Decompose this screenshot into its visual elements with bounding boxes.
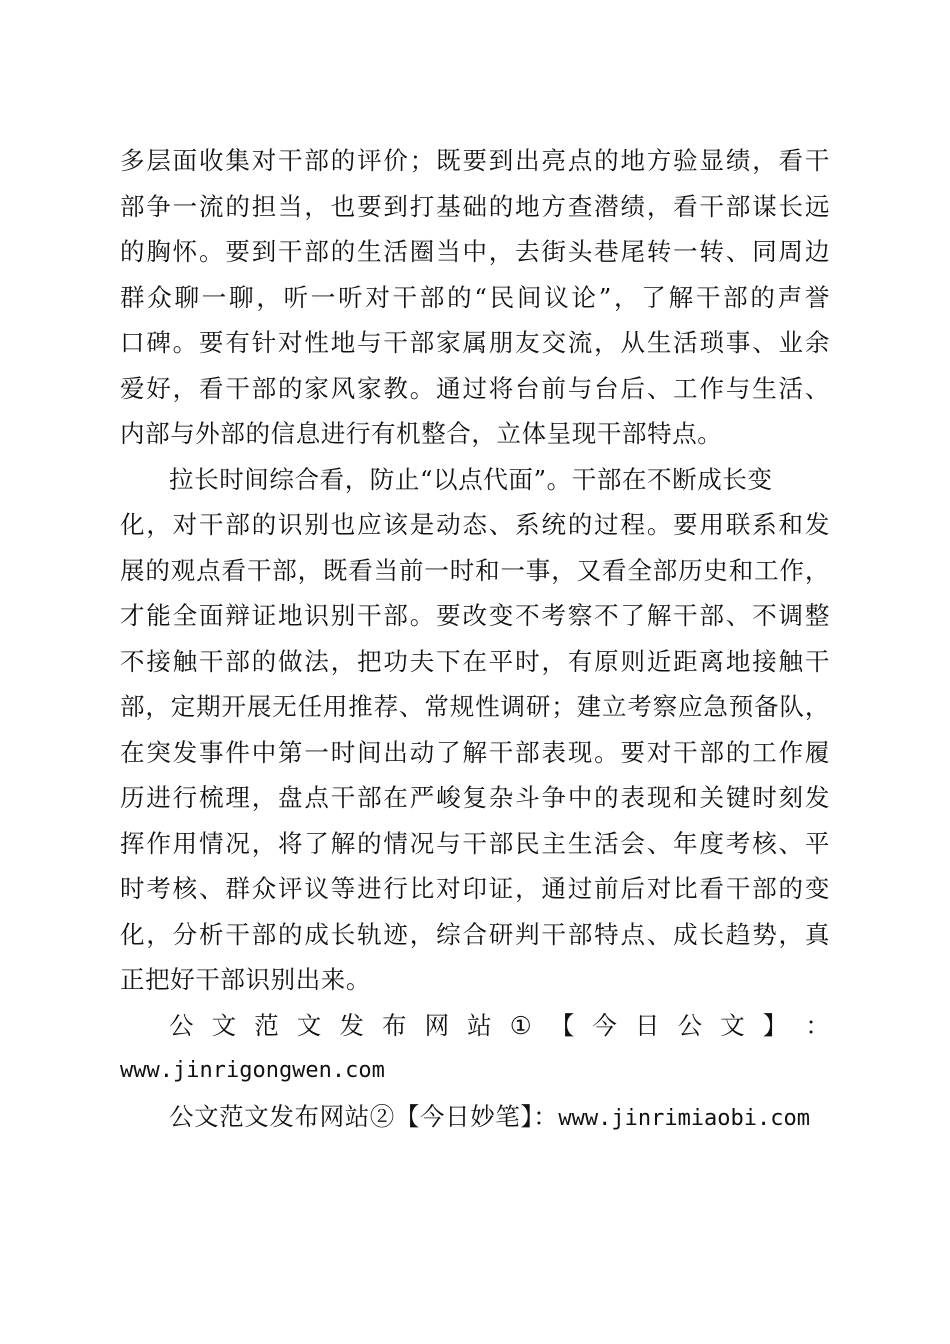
text-line: 化，分析干部的成长轨迹，综合研判干部特点、成长趋势，真 (120, 919, 830, 949)
site-link-2 (120, 1094, 830, 1142)
text-line: 正把好干部识别出来。 (120, 965, 371, 994)
site-2-url[interactable]: www.jinrimiaobi.com (558, 1105, 811, 1131)
site-1-char: 站 (467, 1010, 492, 1040)
text-line: 口碑。要有针对性地与干部家属朋友交流，从生活琐事、业余 (120, 328, 830, 357)
text-line: 内部与外部的信息进行有机整合，立体呈现干部特点。 (120, 419, 723, 448)
site-1-url[interactable]: www.jinrigongwen.com (120, 1058, 385, 1083)
site-1-char: 文 (296, 1010, 322, 1040)
text-line: 群众聊一聊，听一听对干部的“民间议论”，了解干部的声誉 (120, 282, 830, 312)
paragraph-2 (120, 457, 830, 1003)
site-link-1 (120, 1003, 830, 1094)
text-line: 挥作用情况，将了解的情况与干部民主生活会、年度考核、平 (120, 828, 830, 858)
site-1-char: 日 (635, 1010, 660, 1040)
document-body (120, 138, 830, 1141)
site-1-char: 公 (169, 1010, 194, 1040)
site-1-char: 】 (762, 1010, 788, 1040)
site-1-char: ： (805, 1010, 830, 1040)
site-1-char: 网 (424, 1010, 450, 1040)
site-1-label (120, 1003, 830, 1049)
site-1-char: 发 (339, 1010, 364, 1040)
site-1-char: ① (509, 1010, 532, 1040)
text-line: 化，对干部的识别也应该是动态、系统的过程。要用联系和发 (120, 510, 830, 539)
site-1-char: 布 (381, 1010, 407, 1040)
text-line: 在突发事件中第一时间出动了解干部表现。要对干部的工作履 (120, 737, 830, 767)
site-1-char: 公 (677, 1010, 703, 1040)
text-line: 多层面收集对干部的评价；既要到出亮点的地方验显绩，看干 (120, 146, 830, 175)
site-1-char: 范 (254, 1010, 279, 1040)
site-1-char: 文 (720, 1010, 745, 1040)
text-line: 部，定期开展无任用推荐、常规性调研；建立考察应急预备队， (120, 692, 830, 721)
site-1-char: 文 (211, 1010, 237, 1040)
text-line: 时考核、群众评议等进行比对印证，通过前后对比看干部的变 (120, 874, 830, 903)
text-line: 部争一流的担当，也要到打基础的地方查潜绩，看干部谋长远 (120, 191, 830, 221)
text-line: 不接触干部的做法，把功夫下在平时，有原则近距离地接触干 (120, 646, 830, 676)
text-line: 展的观点看干部，既看当前一时和一事，又看全部历史和工作， (120, 555, 830, 585)
site-1-char: 【 (549, 1010, 575, 1040)
text-line: 爱好，看干部的家风家教。通过将台前与台后、工作与生活、 (120, 373, 830, 403)
site-1-char: 今 (592, 1010, 617, 1040)
paragraph-1 (120, 138, 830, 457)
text-line: 拉长时间综合看，防止“以点代面”。干部在不断成长变 (169, 464, 773, 494)
site-2-label: 公文范文发布网站②【今日妙笔】： (169, 1101, 559, 1131)
text-line: 才能全面辩证地识别干部。要改变不考察不了解干部、不调整 (120, 601, 830, 630)
text-line: 历进行梳理，盘点干部在严峻复杂斗争中的表现和关键时刻发 (120, 783, 830, 812)
text-line: 的胸怀。要到干部的生活圈当中，去街头巷尾转一转、同周边 (120, 237, 830, 266)
